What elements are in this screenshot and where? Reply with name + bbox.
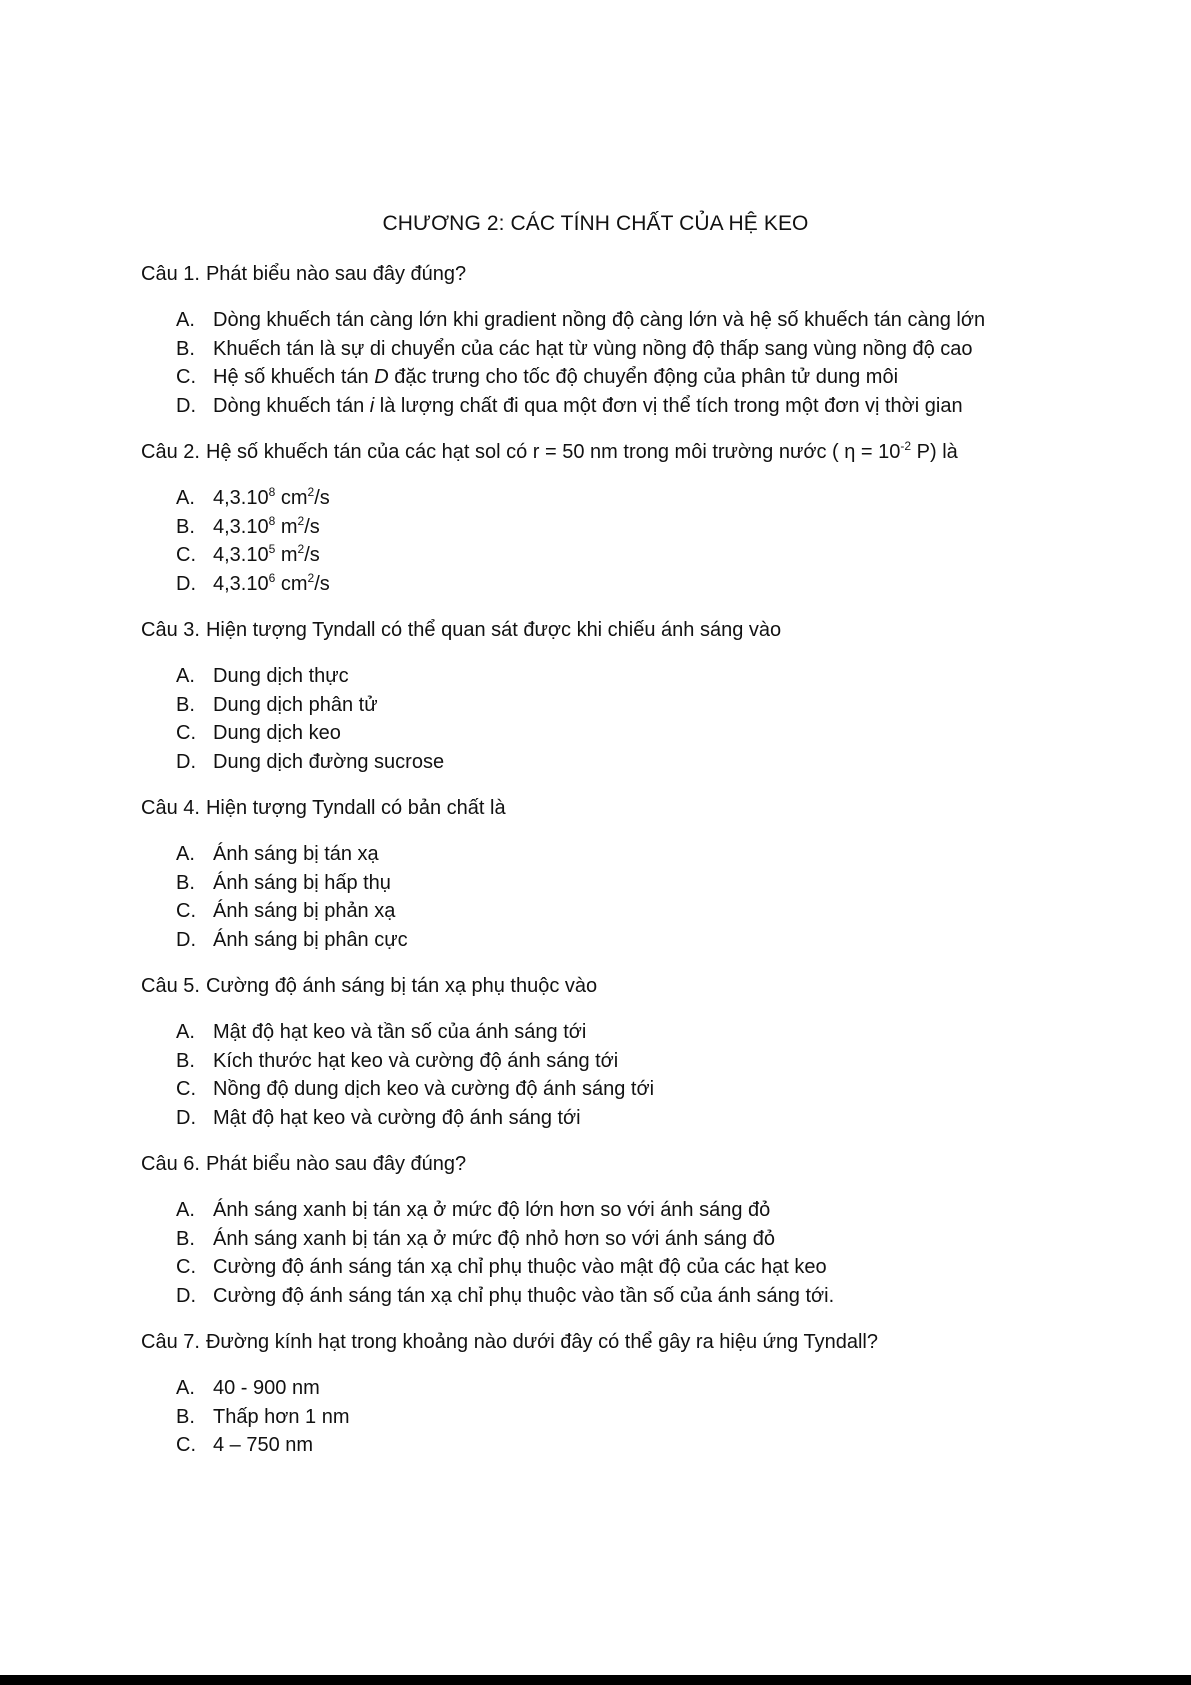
option-exponent: 6 (268, 570, 276, 585)
option-unit-tail: /s (304, 544, 320, 566)
option-unit: cm (275, 487, 308, 509)
option-text: Dòng khuếch tán càng lớn khi gradient nồng độ càng lớn và hệ số khuếch tán càng lớn (213, 309, 986, 331)
option-letter: A. (176, 1021, 195, 1043)
option-text: Nồng độ dung dịch keo và cường độ ánh sáng tới (213, 1078, 655, 1100)
option-letter: A. (176, 665, 195, 687)
option-text-before: Hệ số khuếch tán (213, 366, 375, 388)
option-a (176, 306, 1151, 335)
option-d (176, 926, 1151, 955)
option-text: Cường độ ánh sáng tán xạ chỉ phụ thuộc vào mật độ của các hạt keo (213, 1256, 827, 1278)
option-text: Ánh sáng bị phản xạ (213, 900, 396, 922)
option-c (176, 541, 1151, 570)
option-letter: C. (176, 1256, 196, 1278)
option-letter: D. (176, 394, 196, 417)
option-letter: C. (176, 366, 196, 388)
option-d (176, 392, 1151, 421)
option-c (176, 1253, 1151, 1282)
option-letter: C. (176, 1434, 196, 1456)
option-unit-exponent: 2 (297, 542, 305, 556)
option-text: Ánh sáng xanh bị tán xạ ở mức độ lớn hơn so với ánh sáng đỏ (213, 1199, 771, 1221)
option-symbol: D (374, 366, 389, 388)
option-text: Ánh sáng xanh bị tán xạ ở mức độ nhỏ hơn so với ánh sáng đỏ (213, 1227, 775, 1250)
question-stem (141, 972, 1151, 1000)
option-text: Ánh sáng bị phân cực (213, 928, 408, 951)
question-stem (141, 1150, 1151, 1178)
option-letter: A. (176, 309, 195, 331)
option-letter: B. (176, 1049, 195, 1072)
option-letter: B. (176, 871, 195, 894)
question-number: Câu 7. (141, 1331, 200, 1353)
option-list (176, 840, 1151, 954)
option-text: Ánh sáng bị tán xạ (213, 843, 379, 865)
option-list (176, 306, 1151, 420)
option-d (176, 748, 1151, 777)
option-b (176, 1047, 1151, 1076)
question-3 (141, 616, 1151, 776)
option-d (176, 570, 1151, 599)
option-unit-tail: /s (314, 572, 330, 595)
option-c (176, 363, 1151, 392)
question-7 (141, 1328, 1151, 1460)
option-d (176, 1104, 1151, 1133)
question-text-before: Hệ số khuếch tán của các hạt sol có r = 50 nm trong môi trường nước ( η = 10 (205, 441, 901, 463)
option-unit-exponent: 2 (307, 570, 315, 585)
option-list (176, 1196, 1151, 1310)
option-exponent: 5 (268, 542, 276, 556)
question-text: Cường độ ánh sáng bị tán xạ phụ thuộc vào (205, 975, 598, 997)
option-letter: D. (176, 1106, 196, 1129)
option-letter: A. (176, 843, 195, 865)
question-number: Câu 2. (141, 441, 200, 463)
option-unit-tail: /s (304, 515, 320, 538)
option-b (176, 1403, 1151, 1432)
option-unit: cm (275, 572, 308, 595)
option-exponent: 8 (268, 513, 276, 528)
option-letter: B. (176, 515, 195, 538)
option-unit: m (275, 544, 298, 566)
option-unit: m (275, 515, 298, 538)
option-c (176, 1431, 1151, 1460)
question-stem (141, 1328, 1151, 1356)
option-text: Dung dịch keo (213, 722, 341, 744)
option-unit-exponent: 2 (307, 485, 315, 499)
option-a (176, 1374, 1151, 1403)
option-a (176, 484, 1151, 513)
option-letter: D. (176, 750, 196, 773)
option-letter: C. (176, 722, 196, 744)
option-c (176, 719, 1151, 748)
question-text: Hiện tượng Tyndall có bản chất là (205, 797, 506, 819)
option-text: 4 – 750 nm (213, 1434, 314, 1456)
option-text: Dung dịch đường sucrose (213, 750, 445, 773)
option-letter: B. (176, 1405, 195, 1428)
option-letter: A. (176, 487, 195, 509)
question-number: Câu 6. (141, 1153, 200, 1175)
question-number: Câu 4. (141, 797, 200, 819)
question-1 (141, 260, 1151, 420)
question-text: Phát biểu nào sau đây đúng? (205, 263, 467, 285)
option-b (176, 691, 1151, 720)
option-text: Dung dịch thực (213, 665, 349, 687)
question-5 (141, 972, 1151, 1132)
option-letter: D. (176, 572, 196, 595)
option-letter: B. (176, 1227, 195, 1250)
question-stem (141, 794, 1151, 822)
option-text: Khuếch tán là sự di chuyển của các hạt từ vùng nồng độ thấp sang vùng nồng độ cao (213, 337, 973, 360)
option-text-after: đặc trưng cho tốc độ chuyển động của phân tử dung môi (388, 366, 899, 388)
option-c (176, 1075, 1151, 1104)
option-symbol: i (369, 394, 375, 417)
option-b (176, 1225, 1151, 1254)
option-b (176, 869, 1151, 898)
option-a (176, 840, 1151, 869)
question-text: Phát biểu nào sau đây đúng? (205, 1153, 467, 1175)
option-list (176, 662, 1151, 776)
option-unit-tail: /s (314, 487, 330, 509)
option-base: 4,3.10 (213, 515, 269, 538)
page-title: CHƯƠNG 2: CÁC TÍNH CHẤT CỦA HỆ KEO (382, 212, 809, 235)
option-letter: B. (176, 693, 195, 716)
option-text: Cường độ ánh sáng tán xạ chỉ phụ thuộc vào tần số của ánh sáng tới. (213, 1284, 835, 1307)
option-letter: A. (176, 1377, 195, 1399)
option-text: Kích thước hạt keo và cường độ ánh sáng tới (213, 1049, 619, 1072)
option-b (176, 335, 1151, 364)
question-number: Câu 3. (141, 619, 200, 641)
option-list (176, 484, 1151, 598)
option-text: 40 - 900 nm (213, 1377, 320, 1399)
page-bottom-border (0, 1675, 1191, 1685)
option-letter: C. (176, 1078, 196, 1100)
question-number: Câu 1. (141, 263, 200, 285)
option-unit-exponent: 2 (297, 513, 305, 528)
option-base: 4,3.10 (213, 544, 269, 566)
option-d (176, 1282, 1151, 1311)
option-list (176, 1018, 1151, 1132)
option-text-after: là lượng chất đi qua một đơn vị thể tích trong một đơn vị thời gian (374, 394, 963, 417)
question-exponent: -2 (900, 439, 912, 453)
question-stem (141, 260, 1151, 288)
question-2 (141, 438, 1151, 598)
question-4 (141, 794, 1151, 954)
option-list (176, 1374, 1151, 1460)
question-text: Hiện tượng Tyndall có thể quan sát được khi chiếu ánh sáng vào (205, 619, 782, 641)
option-text: Thấp hơn 1 nm (213, 1405, 350, 1428)
option-base: 4,3.10 (213, 487, 269, 509)
option-letter: A. (176, 1199, 195, 1221)
option-letter: D. (176, 1284, 196, 1307)
option-text: Dung dịch phân tử (213, 693, 378, 716)
question-number: Câu 5. (141, 975, 200, 997)
option-text-before: Dòng khuếch tán (213, 394, 370, 417)
option-exponent: 8 (268, 485, 276, 499)
question-stem (141, 438, 1151, 466)
option-letter: B. (176, 337, 195, 360)
option-text: Mật độ hạt keo và tần số của ánh sáng tới (213, 1021, 587, 1043)
option-letter: C. (176, 544, 196, 566)
option-a (176, 662, 1151, 691)
option-letter: C. (176, 900, 196, 922)
option-c (176, 897, 1151, 926)
question-list (141, 260, 1151, 1460)
option-a (176, 1018, 1151, 1047)
option-text: Ánh sáng bị hấp thụ (213, 871, 391, 894)
question-text-after: P) là (911, 441, 958, 463)
option-base: 4,3.10 (213, 572, 269, 595)
question-stem (141, 616, 1151, 644)
option-letter: D. (176, 928, 196, 951)
option-text: Mật độ hạt keo và cường độ ánh sáng tới (213, 1106, 581, 1129)
option-a (176, 1196, 1151, 1225)
question-text: Đường kính hạt trong khoảng nào dưới đây có thể gây ra hiệu ứng Tyndall? (205, 1331, 878, 1353)
option-b (176, 513, 1151, 542)
question-6 (141, 1150, 1151, 1310)
